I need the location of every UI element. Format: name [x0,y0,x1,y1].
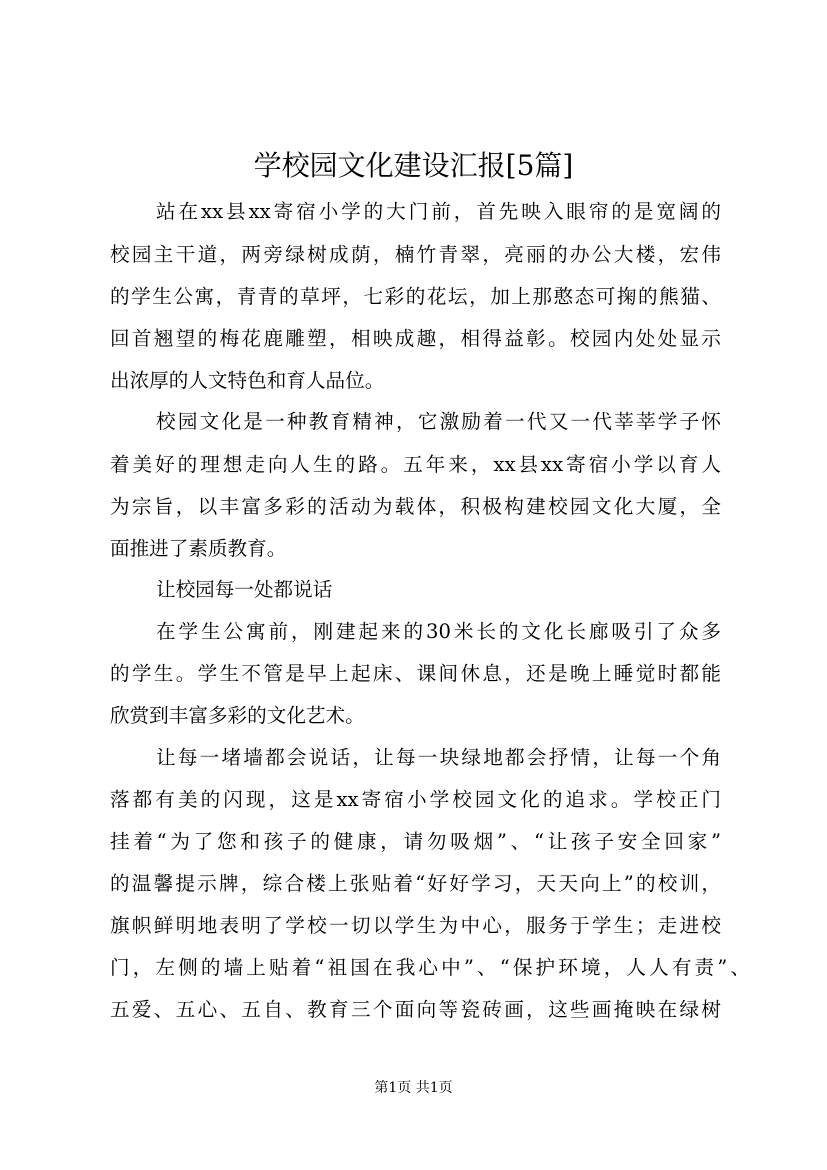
text-line: 面推进了素质教育。 [110,537,287,560]
text-line: 的温馨提示牌，综合楼上张贴着“好好学习，天天向上”的校训， [110,872,721,895]
text-line: 挂着“为了您和孩子的健康，请勿吸烟”、“让孩子安全回家” [110,830,721,853]
text-line: 落都有美的闪现，这是xx寄宿小学校园文化的追求。学校正门 [110,788,721,811]
text-line: 校园主干道，两旁绿树成荫，楠竹青翠，亮丽的办公大楼，宏伟 [110,243,721,266]
text-line: 的学生公寓，青青的草坪，七彩的花坛，加上那憨态可掬的熊猫、 [110,285,721,308]
text-line: 的学生。学生不管是早上起床、课间休息，还是晚上睡觉时都能 [110,662,721,685]
text-line: 门，左侧的墙上贴着“祖国在我心中”、“保护环境，人人有责”、 [110,956,750,979]
page-footer: 第1页 共1页 [374,1080,453,1096]
text-line: 回首翘望的梅花鹿雕塑，相映成趣，相得益彰。校园内处处显示 [110,327,721,350]
text-line: 为宗旨，以丰富多彩的活动为载体，积极构建校园文化大厦，全 [110,495,721,518]
text-line: 着美好的理想走向人生的路。五年来，xx县xx寄宿小学以育人 [110,453,721,476]
text-line: 出浓厚的人文特色和育人品位。 [110,369,385,392]
document-title: 学校园文化建设汇报[5篇] [253,149,574,182]
text-line: 在学生公寓前，刚建起来的30米长的文化长廊吸引了众多 [156,620,721,643]
section-heading: 让校园每一处都说话 [156,578,333,601]
text-line: 站在xx县xx寄宿小学的大门前，首先映入眼帘的是宽阔的 [156,200,721,223]
text-line: 让每一堵墙都会说话，让每一块绿地都会抒情，让每一个角 [156,746,721,769]
text-line: 校园文化是一种教育精神，它激励着一代又一代莘莘学子怀 [156,410,721,433]
text-line: 五爱、五心、五自、教育三个面向等瓷砖画，这些画掩映在绿树 [110,998,721,1021]
text-line: 旗帜鲜明地表明了学校一切以学生为中心，服务于学生；走进校 [110,914,721,937]
text-line: 欣赏到丰富多彩的文化艺术。 [110,704,365,727]
